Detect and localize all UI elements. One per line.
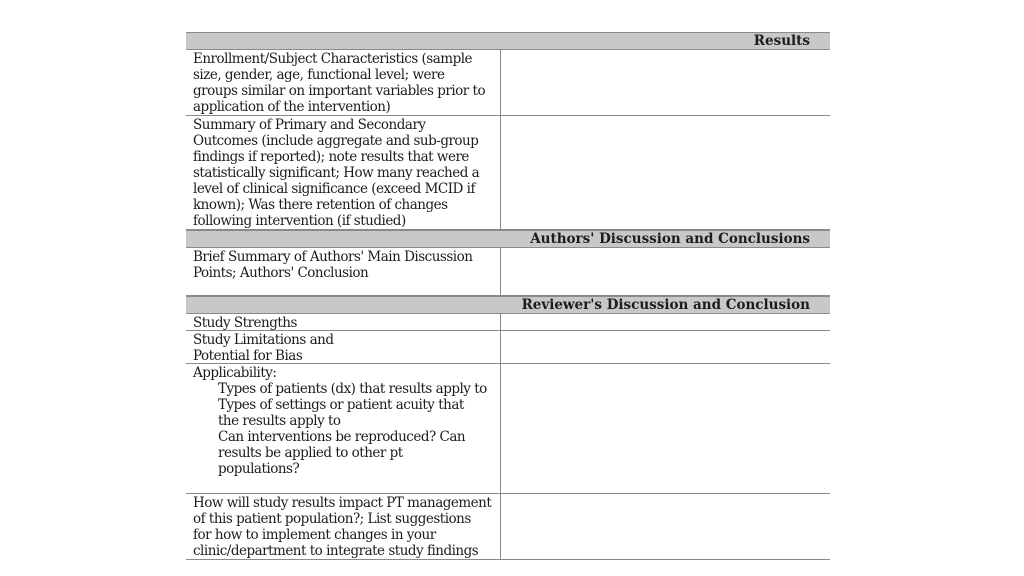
label-line: Points; Authors' Conclusion bbox=[193, 265, 369, 281]
label-line: size, gender, age, functional level; were bbox=[193, 67, 445, 83]
label-line: for how to implement changes in your bbox=[193, 527, 436, 543]
label-line: Summary of Primary and Secondary bbox=[193, 117, 426, 133]
label-line: level of clinical significance (exceed MCID if bbox=[193, 181, 475, 197]
label-line: clinic/department to integrate study findings bbox=[193, 543, 479, 559]
label-line: known); Was there retention of changes bbox=[193, 197, 448, 213]
enrollment-response-cell[interactable] bbox=[501, 50, 830, 115]
outcomes-response-cell[interactable] bbox=[501, 116, 830, 229]
table-row-limitations bbox=[186, 331, 830, 364]
label-line: following intervention (if studied) bbox=[193, 213, 406, 229]
label-line: How will study results impact PT management bbox=[193, 495, 492, 511]
label-line: application of the intervention) bbox=[193, 99, 391, 115]
limitations-label-cell bbox=[186, 331, 501, 363]
label-line: Study Strengths bbox=[193, 315, 297, 330]
table-row-strengths bbox=[186, 314, 830, 331]
label-line: Can interventions be reproduced? Can bbox=[218, 429, 466, 445]
table-row-enrollment bbox=[186, 50, 830, 116]
label-line: Outcomes (include aggregate and sub-group bbox=[193, 133, 479, 149]
label-line: Study Limitations and bbox=[193, 332, 334, 348]
pt-management-label-cell bbox=[186, 494, 501, 559]
label-line: results be applied to other pt bbox=[218, 445, 403, 461]
label-line: findings if reported); note results that were bbox=[193, 149, 469, 165]
applicability-response-cell[interactable] bbox=[501, 364, 830, 493]
label-line: groups similar on important variables prior to bbox=[193, 83, 486, 99]
label-line: Types of settings or patient acuity that bbox=[218, 397, 464, 413]
label-line: Potential for Bias bbox=[193, 348, 303, 363]
outcomes-label-cell bbox=[186, 116, 501, 229]
table-row-applicability bbox=[186, 364, 830, 494]
limitations-response-cell[interactable] bbox=[501, 331, 830, 363]
label-line: the results apply to bbox=[218, 413, 341, 429]
label-line: Types of patients (dx) that results apply to bbox=[218, 381, 487, 397]
authors-discussion-section-header: Authors' Discussion and Conclusions bbox=[186, 230, 830, 248]
pt-management-response-cell[interactable] bbox=[501, 494, 830, 559]
applicability-label-cell bbox=[186, 364, 501, 493]
label-line: populations? bbox=[218, 461, 300, 477]
label-line: statistically significant; How many reached a bbox=[193, 165, 480, 181]
appraisal-form-table bbox=[186, 32, 830, 560]
strengths-response-cell[interactable] bbox=[501, 314, 830, 330]
reviewer-discussion-section-header: Reviewer's Discussion and Conclusion bbox=[186, 296, 830, 314]
authors-summary-label-cell bbox=[186, 248, 501, 295]
authors-summary-response-cell[interactable] bbox=[501, 248, 830, 295]
results-section-header: Results bbox=[186, 32, 830, 50]
table-row-authors-summary bbox=[186, 248, 830, 296]
table-row-outcomes bbox=[186, 116, 830, 230]
label-line: Enrollment/Subject Characteristics (sample bbox=[193, 51, 473, 67]
label-line: Applicability: bbox=[193, 365, 277, 381]
label-line: of this patient population?; List suggestions bbox=[193, 511, 471, 527]
enrollment-label-cell bbox=[186, 50, 501, 115]
strengths-label-cell bbox=[186, 314, 501, 330]
table-row-pt-management bbox=[186, 494, 830, 560]
label-line: Brief Summary of Authors' Main Discussion bbox=[193, 249, 473, 265]
